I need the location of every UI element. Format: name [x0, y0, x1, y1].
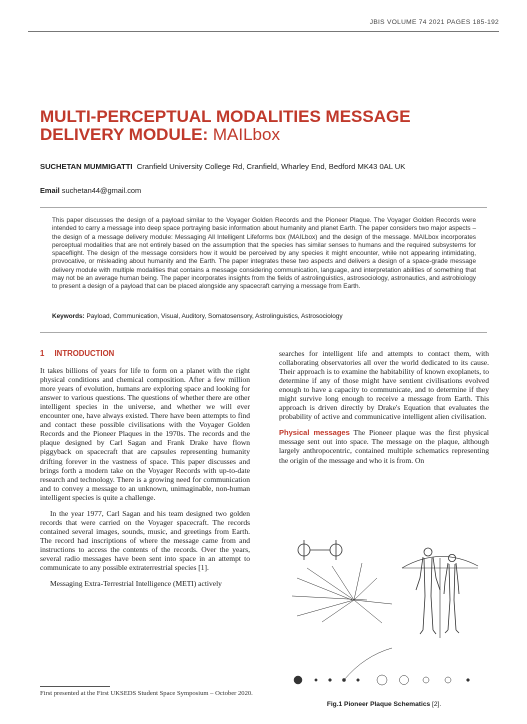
subsection-runin: Physical messages [279, 428, 350, 438]
article-title [40, 108, 490, 144]
email-label: Email [40, 186, 60, 195]
figure-title: Pioneer Plaque Schematics [344, 701, 431, 708]
keywords-label: Keywords: [52, 313, 85, 320]
keywords-list: Payload, Communication, Visual, Auditory, Somatosensory, Astrolinguistics, Astrosociology [86, 313, 343, 320]
title-sub: MAILbox [212, 125, 280, 144]
footnote: First presented at the First UKSEDS Student Space Symposium – October 2020. [40, 690, 253, 697]
pulsar-map-icon [292, 563, 392, 623]
section-heading [40, 349, 250, 358]
hydrogen-transition-icon [298, 540, 342, 560]
spacecraft-outline-icon [402, 556, 478, 638]
right-column [279, 349, 489, 472]
pioneer-plaque-figure [292, 538, 482, 698]
author-line [40, 162, 405, 171]
journal-header: JBIS VOLUME 74 2021 PAGES 185-192 [369, 19, 499, 26]
email-line [40, 186, 141, 195]
paragraph: Messaging Extra-Terrestrial Intelligence (METI) actively [50, 579, 222, 589]
paragraph: In the year 1977, Carl Sagan and his team designed two golden records that were carried on the Voyager spacecraft. The records contained several images, sounds, music, and greetings from Earth. The record had inscriptions of where the message came from and instructions to access the contents of the records. Over the years, several radio messages have been sent into space in an attempt to communicate to any possible extraterrestrial species [1]. [40, 508, 250, 573]
figure-label: Fig.1 [326, 701, 343, 708]
section-title: INTRODUCTION [54, 349, 115, 358]
abstract-rule-top [40, 207, 487, 208]
figure-caption [279, 701, 489, 708]
paragraph-text: The Pioneer plaque was the first physical message sent out into space. The message on the plaque, although largely anthropocentric, contained multiple schematics representing the origin of the message and who it is from. On [279, 428, 489, 465]
section-number: 1 [40, 349, 45, 358]
keywords-line [52, 313, 476, 320]
email-address[interactable]: suchetan44@gmail.com [61, 186, 142, 195]
paragraph: It takes billions of years for life to form on a planet with the right physical conditions and chemical composition. After a few million more years of evolution, humans are exploring space and looking for answer to various questions. The questions of whether there are other intelligent species in the universe, and whether we will ever encounter one, have always existed. There have been attempts to find and contact these possible civilisations with the Voyager Golden Records and the Pioneer Plaques in the 1970s. The records and the plaque designed by Carl Sagan and Frank Drake have flown piggyback on spacecraft that are capsules representing humanity drifting forever in the vastness of space. This paper discusses and brings forth a modern take on the Voyager Records with up-to-date research and technology. There is a growing need for communication and to convey a message to an unknown, unimaginable, non-human intelligent species is quite a challenge. [40, 366, 250, 502]
header-rule [28, 31, 499, 32]
left-column [40, 349, 250, 595]
abstract-rule-bottom [40, 332, 487, 333]
human-figures-icon [416, 548, 459, 634]
footnote-rule [40, 686, 110, 687]
title-main: MULTI-PERCEPTUAL MODALITIES MESSAGE DELIVERY MODULE: [40, 107, 411, 144]
solar-system-icon [294, 648, 469, 685]
figure-reference: [2]. [432, 701, 442, 708]
abstract: This paper discusses the design of a payload similar to the Voyager Golden Records and the Pioneer Plaque. The Voyager Golden Records were intended to carry a message into deep space portraying basic information about humanity and planet Earth. The paper considers two major aspects – the design of a message delivery module: Messaging All Intelligent Lifeforms box (MAILbox) and the design of the message. MAILbox incorporates perceptual modalities that are not entirely based on the assumption that the species has similar senses to humans and the required subsystems for spaceflight. The design of the message considers how it would be perceived by any species it might encounter, while not appearing intimidating, provocative, or misleading about humanity and the Earth. The paper integrates these two aspects and delivers a design of a space-grade message delivery module with multiple modalities that contains a message considering communication, language, and interpretation abilities of something that may not be an average human being. The paper incorporates insights from the fields of astrolinguistics, astrosociology, astronautics, and astrobiology to present a design of a payload that can be placed alongside any spacecraft carrying a message from Earth. [52, 217, 476, 291]
author-name: SUCHETAN MUMMIGATTI [40, 162, 133, 171]
author-affiliation: Cranfield University College Rd, Cranfield, Wharley End, Bedford MK43 0AL UK [136, 162, 406, 171]
paragraph [279, 428, 489, 464]
paragraph: searches for intelligent life and attempts to contact them, with collaborating observatories all over the world dedicated to its cause. Their approach is to examine the habitability of known exoplanets, to determine if any of those might have sentient civilisations evolved enough to have a capacity to communicate, and to determine if they might survive long enough to receive a message from Earth. This approach is driven directly by Drake's Equation that evaluates the probability of active and communicative intelligent alien civilisation. [279, 349, 489, 422]
